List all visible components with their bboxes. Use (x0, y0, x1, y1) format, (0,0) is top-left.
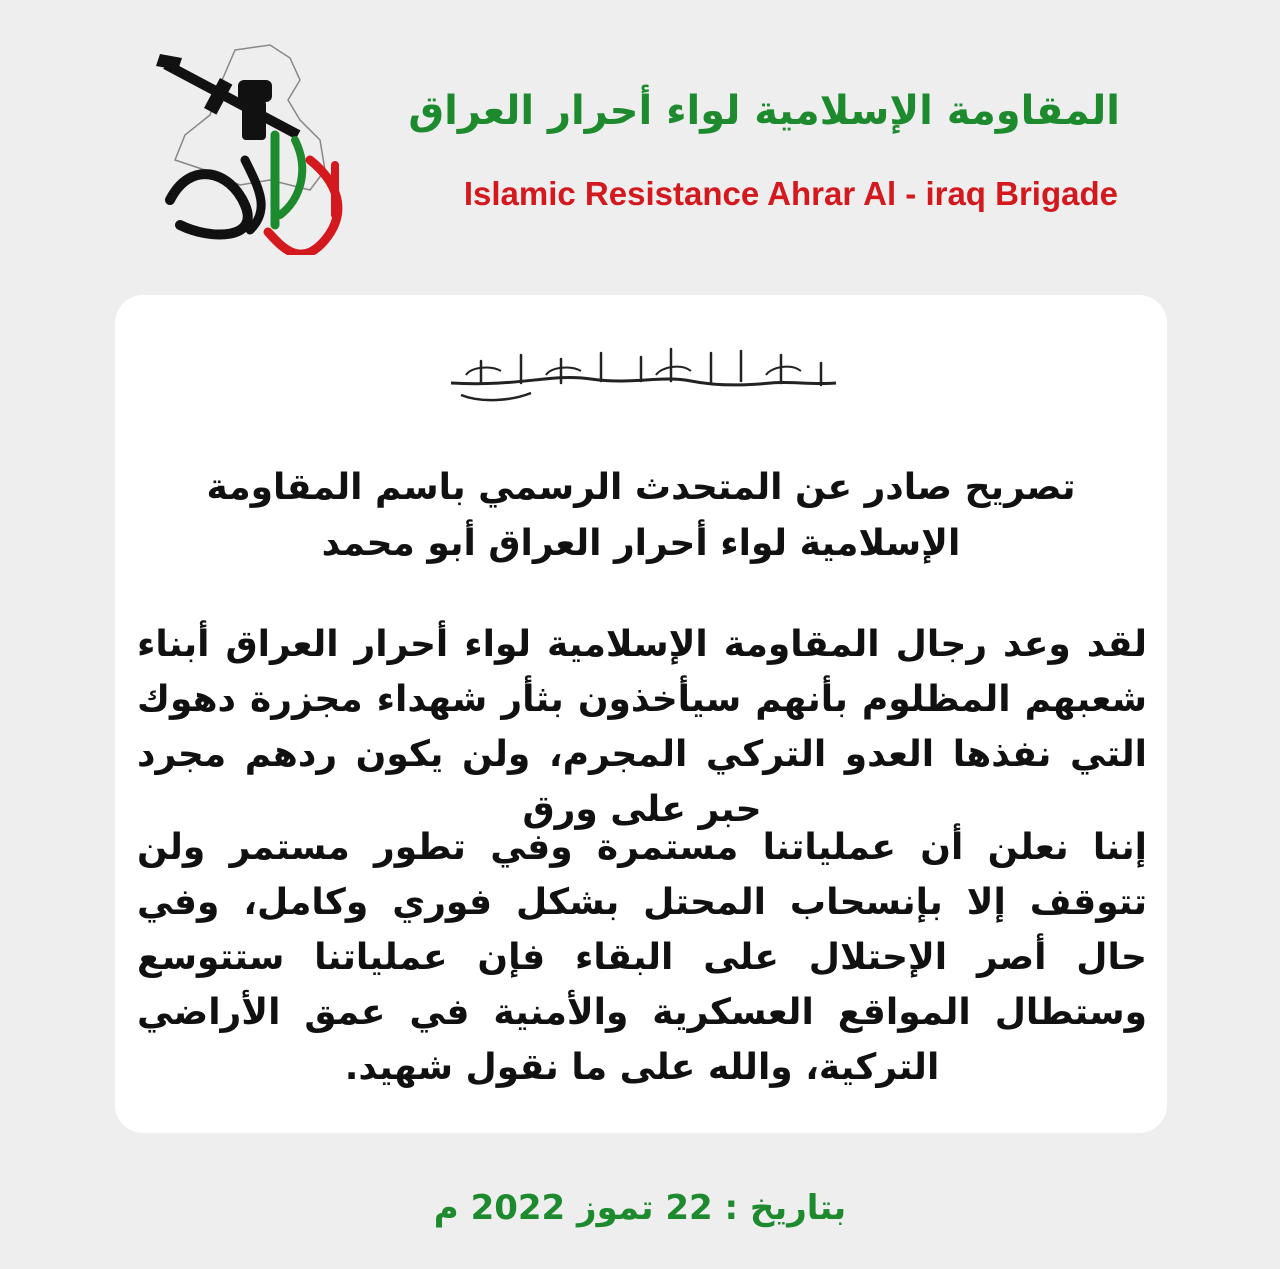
statement-title: تصريح صادر عن المتحدث الرسمي باسم المقاومة الإسلامية لواء أحرار العراق أبو محمد (206, 467, 1076, 564)
header (0, 0, 1280, 270)
statement-card (115, 295, 1167, 1133)
basmala-calligraphy (441, 323, 841, 413)
org-name-english: Islamic Resistance Ahrar Al - iraq Brigade (463, 175, 1118, 212)
statement-paragraph-1: لقد وعد رجال المقاومة الإسلامية لواء أحرار العراق أبناء شعبهم المظلوم بأنهم سيأخذون بثأر شهداء مجزرة دهوك التي نفذها العدو التركي المجرم، ولن يكون ردهم مجرد حبر على ورق (137, 624, 1147, 830)
statement-date: بتاريخ : 22 تموز 2022 م (433, 1188, 847, 1228)
org-name-arabic: المقاومة الإسلامية لواء أحرار العراق (408, 88, 1120, 134)
brigade-logo (150, 40, 365, 255)
statement-paragraph-2: إننا نعلن أن عملياتنا مستمرة وفي تطور مستمر ولن تتوقف إلا بإنسحاب المحتل بشكل فوري وكامل، وفي حال أصر الإحتلال على البقاء فإن عملياتنا ستتوسع وستطال المواقع العسكرية والأمنية في عمق الأراضي التركية، والله على ما نقول شهيد. (137, 827, 1147, 1088)
